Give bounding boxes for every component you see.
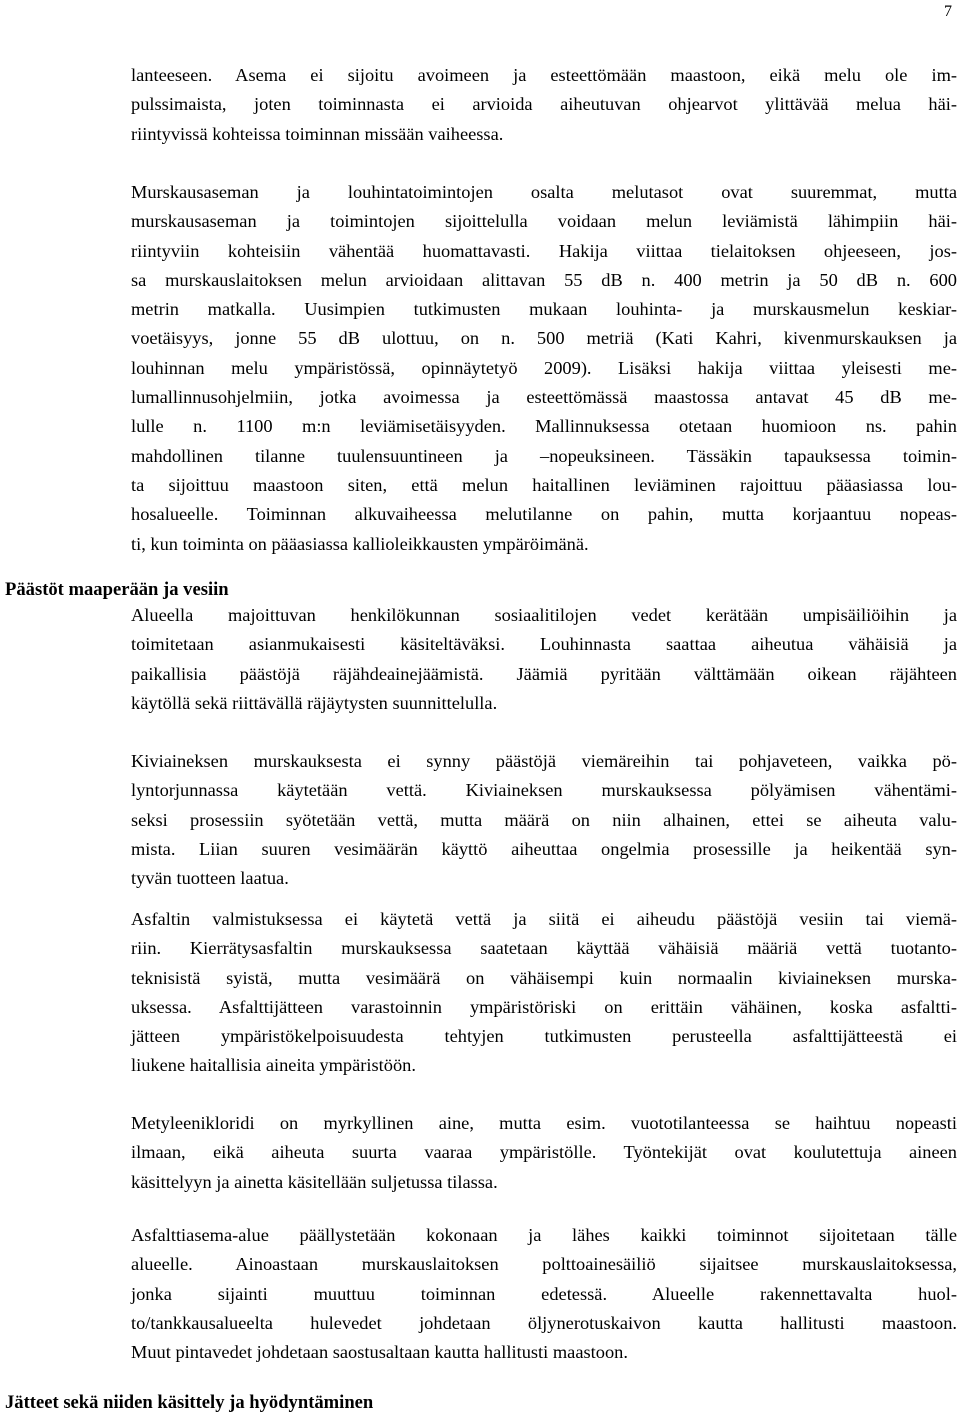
text-line: Muut pintavedet johdetaan saostusaltaan kautta hallitusti maastoon. (131, 1342, 628, 1363)
text-line: louhinnan melu ympäristössä, opinnäytetyö 2009). Lisäksi hakija viittaa yleisesti me- (131, 357, 957, 378)
text-line: voetäisyys, jonne 55 dB ulottuu, on n. 500 metriä (Kati Kahri, kivenmurskauksen ja (131, 328, 957, 349)
paragraph-crushing-noise (131, 178, 957, 559)
text-line: Alueella majoittuvan henkilökunnan sosiaalitilojen vedet kerätään umpisäiliöihin ja (131, 605, 957, 625)
text-line: lumallinnusohjelmiin, jotka avoimessa ja esteettömässä maastossa antavat 45 dB me- (131, 387, 957, 408)
text-line: Metyleenikloridi on myrkyllinen aine, mutta esim. vuototilanteessa se haihtuu nopeasti (131, 1113, 957, 1133)
text-line: Murskausaseman ja louhintatoimintojen osalta melutasot ovat suuremmat, mutta (131, 182, 957, 202)
text-line: käsittelyyn ja ainetta käsitellään suljetussa tilassa. (131, 1171, 498, 1192)
text-line: ta sijoittuu maastoon siten, että melun haitallinen leviäminen rajoittuu pääasiassa lou- (131, 474, 957, 495)
text-line: murskausaseman ja toimintojen sijoittelulla voidaan melun leviämistä lähimpiin häi- (131, 211, 957, 232)
text-line: metrin matkalla. Uusimpien tutkimusten mukaan louhinta- ja murskausmelun keskiar- (131, 299, 957, 320)
text-line: hosalueelle. Toiminnan alkuvaiheessa melutilanne on pahin, mutta korjaantuu nopeas- (131, 504, 957, 525)
text-line: riintyviin kohteisiin vähentää huomattavasti. Hakija viittaa tielaitoksen ohjeeseen, jos- (131, 240, 957, 261)
text-line: uksessa. Asfalttijätteen varastoinnin ympäristöriski on erittäin vähäinen, koska asfaltti- (131, 996, 957, 1017)
text-line: mahdollinen tilanne tuulensuuntineen ja –nopeuksineen. Tässäkin tapauksessa toimin- (131, 445, 957, 466)
section-heading-emissions: Päästöt maaperään ja vesiin (5, 579, 229, 600)
text-line: toimitetaan asianmukaisesti käsiteltäväksi. Louhinnasta saattaa aiheutua vähäisiä ja (131, 634, 957, 655)
text-line: to/tankkausalueelta hulevedet johdetaan öljynerotuskaivon kautta hallitusti maastoon. (131, 1312, 957, 1333)
paragraph-aggregate-crushing (131, 747, 957, 893)
text-line: alueelle. Ainoastaan murskauslaitoksen polttoainesäiliö sijaitsee murskauslaitoksessa, (131, 1254, 957, 1275)
page-number: 7 (944, 3, 952, 20)
text-line: seksi prosessiin syötetään vettä, mutta määrä on niin alhainen, ettei se aiheuta valu- (131, 809, 957, 830)
text-line: ti, kun toiminta on pääasiassa kallioleikkausten ympäröimänä. (131, 533, 589, 554)
text-line: Asfaltin valmistuksessa ei käytetä vettä ja siitä ei aiheudu päästöjä vesiin tai viemä- (131, 909, 957, 929)
text-line: ilmaan, eikä aiheuta suurta vaaraa ympäristölle. Työntekijät ovat koulutettuja aineen (131, 1142, 957, 1163)
text-line: jonka sijainti muuttuu toiminnan edetessä. Alueelle rakennettavalta huol- (131, 1283, 957, 1304)
paragraph-sanitary-water (131, 601, 957, 718)
text-line: teknisistä syistä, mutta vesimäärä on vähäisempi kuin normaalin kiviaineksen murska- (131, 967, 957, 988)
text-line: pulssimaista, joten toiminnasta ei arvioida aiheutuvan ohjearvot ylittävää melua häi- (131, 94, 957, 115)
text-line: liukene haitallisia aineita ympäristöön. (131, 1055, 416, 1076)
text-line: jätteen ympäristökelpoisuudesta tehtyjen tutkimusten perusteella asfalttijätteestä ei (131, 1026, 957, 1047)
text-line: lyntorjunnassa käytetään vettä. Kiviaineksen murskauksessa pölyämisen vähentämi- (131, 780, 957, 801)
text-line: lulle n. 1100 m:n leviämisetäisyyden. Mallinnuksessa otetaan huomioon ns. pahin (131, 416, 957, 437)
paragraph-asphalt-area (131, 1221, 957, 1367)
text-line: Kiviaineksen murskauksesta ei synny päästöjä viemäreihin tai pohjaveteen, vaikka pö- (131, 751, 957, 771)
text-line: riintyvissä kohteissa toiminnan missään vaiheessa. (131, 123, 504, 144)
text-line: riin. Kierrätysasfaltin murskauksessa saatetaan käyttää vähäisiä määriä vettä tuotanto- (131, 938, 957, 959)
text-line: paikallisia päästöjä räjähdeainejäämistä. Jäämiä pyritään välttämään oikean räjähteen (131, 663, 957, 684)
text-line: tyvän tuotteen laatua. (131, 868, 289, 889)
text-line: käytöllä sekä riittävällä räjäytysten suunnittelulla. (131, 692, 498, 713)
paragraph-methylene-chloride (131, 1109, 957, 1197)
section-heading-waste: Jätteet sekä niiden käsittely ja hyödyntäminen (5, 1392, 374, 1413)
paragraph-asphalt (131, 905, 957, 1081)
text-line: sa murskauslaitoksen melun arvioidaan alittavan 55 dB n. 400 metrin ja 50 dB n. 600 (131, 269, 957, 290)
text-line: Asfalttiasema-alue päällystetään kokonaan ja lähes kaikki toiminnot sijoitetaan tälle (131, 1225, 957, 1245)
text-line: lanteeseen. Asema ei sijoitu avoimeen ja esteettömään maastoon, eikä melu ole im- (131, 65, 957, 85)
text-line: mista. Liian suuren vesimäärän käyttö aiheuttaa ongelmia prosessille ja heikentää syn- (131, 838, 957, 859)
paragraph-noise-conclusion (131, 61, 957, 149)
